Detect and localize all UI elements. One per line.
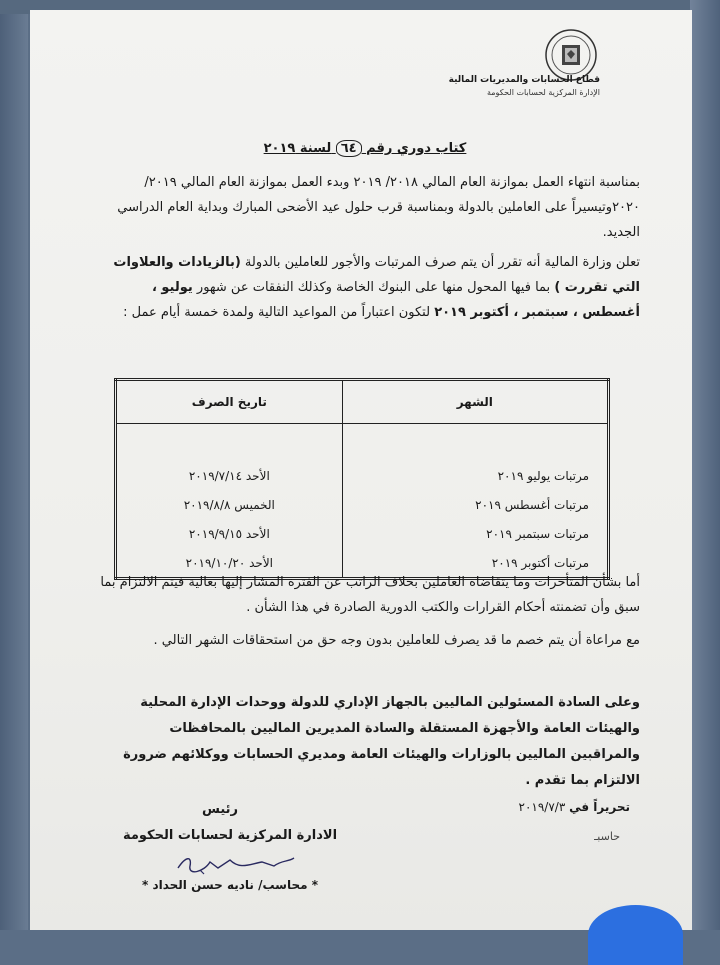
issue-date (510, 800, 630, 814)
table-header-gap (116, 424, 609, 454)
row-month: مرتبات سبتمبر ٢٠١٩ (342, 519, 608, 548)
table-row (116, 519, 609, 548)
announce-months: يوليو ، أغسطس ، سبتمبر ، أكتوبر ٢٠١٩ (151, 280, 640, 320)
chief-organization: الادارة المركزية لحسابات الحكومة (122, 828, 338, 843)
announcement-paragraph (100, 250, 640, 325)
circular-number: ٦٤ (336, 140, 362, 157)
row-month: مرتبات أكتوبر ٢٠١٩ (342, 548, 608, 579)
phone-ui-bubble (588, 905, 683, 965)
chief-title: رئيس (201, 802, 239, 817)
row-date: الأحد ٢٠١٩/٧/١٤ (116, 453, 343, 490)
announce-raises: (بالزيادات والعلاوات التي تقررت ) (113, 255, 640, 295)
announce-part-2: بما فيها المحول منها على البنوك الخاصة وكذلك النفقات عن شهور (196, 280, 551, 295)
issue-date-value: ٢٠١٩/٧/٣ (518, 800, 566, 814)
col-header-month: الشهر (342, 380, 608, 424)
deduction-paragraph: مع مراعاة أن يتم خصم ما قد يصرف للعاملين بدون وجه حق من استحقاقات الشهر التالي . (153, 633, 640, 648)
title-suffix: لسنة ٢٠١٩ (263, 141, 332, 156)
intro-paragraph: بمناسبة انتهاء العمل بموازنة العام المالي ٢٠١٨/ ٢٠١٩ وبدء العمل بموازنة العام المالي ٢٠١٩/ ٢٠٢٠وتيسيراً على العاملين بالدولة وبمناسبة قرب حلول عيد الأضحى المبارك وبداية العام الدراسي الجديد. (117, 175, 640, 240)
row-month: مرتبات يوليو ٢٠١٩ (342, 453, 608, 490)
issue-date-label: تحريراً في (569, 800, 630, 814)
table-row (116, 490, 609, 519)
signatory-name: * محاسب/ ناديه حسن الحداد * (142, 878, 318, 892)
photo-frame-left (0, 0, 28, 930)
row-month: مرتبات أغسطس ٢٠١٩ (342, 490, 608, 519)
payment-schedule-table (114, 378, 610, 580)
row-date: الأحد ٢٠١٩/٩/١٥ (116, 519, 343, 548)
row-date: الخميس ٢٠١٩/٨/٨ (116, 490, 343, 519)
signature-mark-left: حاسبـ (594, 830, 620, 843)
title-prefix: كتاب دوري رقم (366, 141, 467, 156)
circular-title (200, 140, 530, 157)
announce-part-3: لتكون اعتباراً من المواعيد التالية ولمدة خمسة أيام عمل : (123, 305, 431, 320)
table-row (116, 453, 609, 490)
announce-part-1: تعلن وزارة المالية أنه تقرر أن يتم صرف المرتبات والأجور للعاملين بالدولة (244, 255, 640, 270)
org-line-1: قطاع الحسابات والمديريات المالية (448, 75, 600, 85)
col-header-date: تاريخ الصرف (116, 380, 343, 424)
closing-paragraph: وعلى السادة المسئولين الماليين بالجهاز الإداري للدولة ووحدات الإدارة المحلية والهيئات العامة والأجهزة المستقلة والسادة المديرين الماليين بالمحافظات والمراقبين الماليين بالوزارات والهيئات العامة ومديري الحسابات ووكلائهم ضرورة الالتزام بما تقدم . (123, 695, 640, 788)
row-date: الأحد ٢٠١٩/١٠/٢٠ (116, 548, 343, 579)
ministry-seal-icon (544, 28, 598, 82)
table-header-row (116, 380, 609, 424)
handwritten-signature-icon (170, 850, 300, 876)
photo-frame-right (690, 0, 720, 930)
document-sheet (30, 10, 692, 930)
arrears-paragraph: أما بشأن المتأخرات وما يتقاضاه العاملين بخلاف الراتب عن الفترة المشار إليها بعالية فيتم الالتزام بما سبق وأن تضمنته أحكام القرارات والكتب الدورية الصادرة في هذا الشأن . (100, 575, 640, 615)
org-line-2: الإدارة المركزية لحسابات الحكومة (486, 88, 600, 97)
